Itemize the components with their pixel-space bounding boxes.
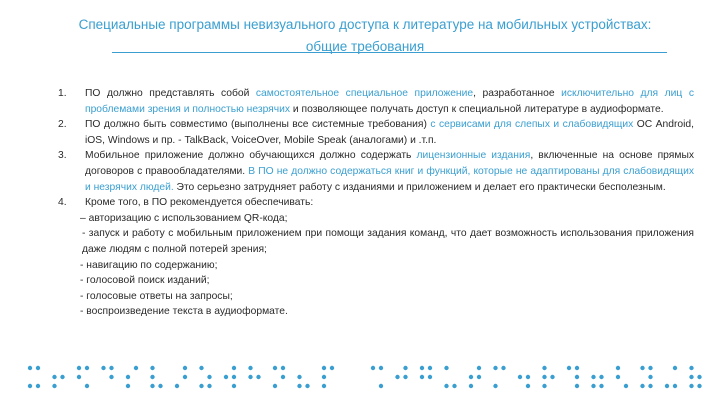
highlight-standalone-app: самостоятельное специальное приложение bbox=[255, 88, 474, 99]
title-underline bbox=[112, 52, 667, 53]
braille-dot bbox=[501, 366, 505, 370]
braille-dot bbox=[150, 384, 154, 388]
braille-dot bbox=[648, 384, 652, 388]
braille-dot bbox=[158, 384, 162, 388]
braille-dot bbox=[575, 375, 579, 379]
item-number: 4. bbox=[58, 197, 67, 209]
braille-dot bbox=[420, 366, 424, 370]
item-text bbox=[85, 117, 694, 148]
subitem-navigation: - навигацию по содержанию; bbox=[80, 259, 218, 271]
braille-dot bbox=[542, 375, 546, 379]
braille-dot bbox=[673, 366, 677, 370]
braille-dot bbox=[648, 366, 652, 370]
braille-dot bbox=[689, 366, 693, 370]
braille-dot bbox=[444, 384, 448, 388]
braille-dot bbox=[640, 366, 644, 370]
braille-dot bbox=[591, 384, 595, 388]
braille-dot bbox=[697, 384, 701, 388]
title-line-1: Специальные программы невизуального доступа к литературе на мобильных устройствах: bbox=[78, 17, 652, 32]
braille-dot bbox=[77, 375, 81, 379]
braille-dot bbox=[420, 375, 424, 379]
braille-dot bbox=[550, 375, 554, 379]
braille-dot bbox=[77, 366, 81, 370]
braille-dot bbox=[526, 384, 530, 388]
braille-dot bbox=[109, 375, 113, 379]
text-run: ПО должно представлять собой bbox=[85, 88, 256, 99]
highlight-accessibility-services: с сервисами для слепых и слабовидящих bbox=[430, 119, 634, 131]
text-run: ОС Android, iOS, Windows и пр. - TalkBack, VoiceOver, Mobile Speak (аналогами) и .т.п. bbox=[85, 119, 694, 146]
braille-dot bbox=[248, 375, 252, 379]
braille-dot bbox=[175, 384, 179, 388]
braille-dot bbox=[395, 375, 399, 379]
braille-dot bbox=[305, 384, 309, 388]
text-run: , включенные на основе прямых договоров с правообладателями. bbox=[85, 150, 694, 177]
braille-dot bbox=[60, 375, 64, 379]
braille-dot bbox=[232, 375, 236, 379]
braille-dot bbox=[477, 375, 481, 379]
braille-dot bbox=[126, 375, 130, 379]
braille-dot bbox=[232, 366, 236, 370]
braille-dot bbox=[150, 375, 154, 379]
braille-dot bbox=[673, 384, 677, 388]
braille-dot bbox=[591, 375, 595, 379]
item-number: 3. bbox=[58, 150, 67, 162]
item-text bbox=[85, 148, 694, 195]
braille-dot bbox=[575, 366, 579, 370]
subitem-voice-search: - голосовой поиск изданий; bbox=[80, 275, 210, 287]
braille-dot bbox=[493, 384, 497, 388]
list-item-1 bbox=[58, 86, 694, 117]
braille-dot bbox=[444, 366, 448, 370]
braille-dot bbox=[428, 366, 432, 370]
braille-dot bbox=[297, 384, 301, 388]
braille-dot bbox=[322, 384, 326, 388]
braille-dot bbox=[518, 375, 522, 379]
subitem-voice-commands: - запуск и работу с мобильным приложением при помощи задания команд, что дает возможность использования приложения даже людям с полной потерей зрения; bbox=[82, 228, 694, 255]
braille-dot bbox=[322, 375, 326, 379]
braille-dot bbox=[248, 366, 252, 370]
braille-dot bbox=[403, 366, 407, 370]
braille-dot bbox=[109, 366, 113, 370]
braille-dot bbox=[452, 384, 456, 388]
braille-dot bbox=[575, 384, 579, 388]
braille-dot bbox=[28, 384, 32, 388]
braille-dot bbox=[330, 366, 334, 370]
requirements-list bbox=[58, 86, 694, 320]
braille-dot bbox=[281, 366, 285, 370]
subitem-qr-auth: – авторизацию с использованием QR-кода; bbox=[80, 212, 288, 224]
highlight-no-unadapted-content: В ПО не должно содержаться книг и функций, которые не адаптированы для слабовидящих и незрячих людей. bbox=[85, 165, 694, 193]
item-text bbox=[85, 86, 694, 117]
text-run: Мобильное приложение должно обучающихся должно содержать bbox=[85, 150, 417, 162]
braille-dot bbox=[616, 375, 620, 379]
braille-dot bbox=[52, 375, 56, 379]
item-text: Кроме того, в ПО рекомендуется обеспечивать: bbox=[85, 197, 314, 209]
braille-dot bbox=[689, 375, 693, 379]
braille-dot bbox=[273, 384, 277, 388]
item-number: 2. bbox=[58, 119, 67, 131]
braille-dot bbox=[403, 375, 407, 379]
list-item-4 bbox=[58, 195, 694, 211]
braille-dot bbox=[542, 384, 546, 388]
braille-dot bbox=[689, 384, 693, 388]
text-run: , разработанное bbox=[473, 88, 562, 99]
subitem-text-playback: - воспроизведение текста в аудиоформате. bbox=[80, 306, 288, 318]
braille-dot bbox=[85, 366, 89, 370]
item-number: 1. bbox=[58, 88, 67, 99]
braille-dot bbox=[183, 375, 187, 379]
braille-dot bbox=[199, 366, 203, 370]
braille-dot bbox=[207, 384, 211, 388]
braille-dot bbox=[371, 366, 375, 370]
subitem-voice-answers: - голосовые ответы на запросы; bbox=[80, 290, 233, 302]
braille-dot bbox=[665, 384, 669, 388]
braille-dot bbox=[428, 375, 432, 379]
text-run: и позволяющее получать доступ к специальной литературе в аудиоформате. bbox=[290, 103, 664, 115]
braille-dot bbox=[640, 384, 644, 388]
highlight-target-users: исключительно для лиц с проблемами зрения и полностью незрячих bbox=[85, 88, 694, 115]
highlight-licensed-editions: лицензионные издания bbox=[416, 150, 531, 162]
text-run: ПО должно быть совместимо (выполнены все системные требования) bbox=[85, 119, 431, 131]
braille-dot bbox=[624, 384, 628, 388]
braille-dot bbox=[469, 375, 473, 379]
braille-dot bbox=[224, 375, 228, 379]
braille-dot bbox=[207, 375, 211, 379]
title-line-2: общие требования bbox=[305, 39, 425, 54]
braille-dot bbox=[297, 375, 301, 379]
braille-dot-strip bbox=[0, 364, 720, 394]
list-item-2 bbox=[58, 117, 694, 148]
braille-dot bbox=[101, 366, 105, 370]
braille-dot bbox=[85, 384, 89, 388]
braille-dot bbox=[232, 384, 236, 388]
braille-dot bbox=[542, 366, 546, 370]
braille-dot bbox=[28, 366, 32, 370]
braille-dot bbox=[36, 366, 40, 370]
braille-dot bbox=[150, 366, 154, 370]
braille-dot bbox=[469, 384, 473, 388]
text-run: Это серьезно затрудняет работу с изданиями и приложением и делает его практически бесполезным. bbox=[173, 181, 666, 193]
list-item-3 bbox=[58, 148, 694, 195]
braille-dot bbox=[281, 375, 285, 379]
braille-dot bbox=[36, 384, 40, 388]
braille-dot bbox=[599, 375, 603, 379]
braille-dot bbox=[493, 366, 497, 370]
braille-dot bbox=[379, 384, 383, 388]
braille-dot bbox=[697, 375, 701, 379]
braille-dot bbox=[273, 366, 277, 370]
braille-dot bbox=[256, 375, 260, 379]
braille-dot bbox=[322, 366, 326, 370]
braille-dot bbox=[616, 366, 620, 370]
braille-dot bbox=[183, 366, 187, 370]
braille-dot bbox=[199, 384, 203, 388]
braille-dot bbox=[648, 375, 652, 379]
braille-dot bbox=[477, 366, 481, 370]
braille-dot bbox=[599, 384, 603, 388]
braille-dot bbox=[526, 375, 530, 379]
braille-dot bbox=[567, 366, 571, 370]
braille-dot bbox=[52, 384, 56, 388]
braille-dot bbox=[126, 384, 130, 388]
braille-dot bbox=[379, 366, 383, 370]
braille-dot bbox=[134, 366, 138, 370]
